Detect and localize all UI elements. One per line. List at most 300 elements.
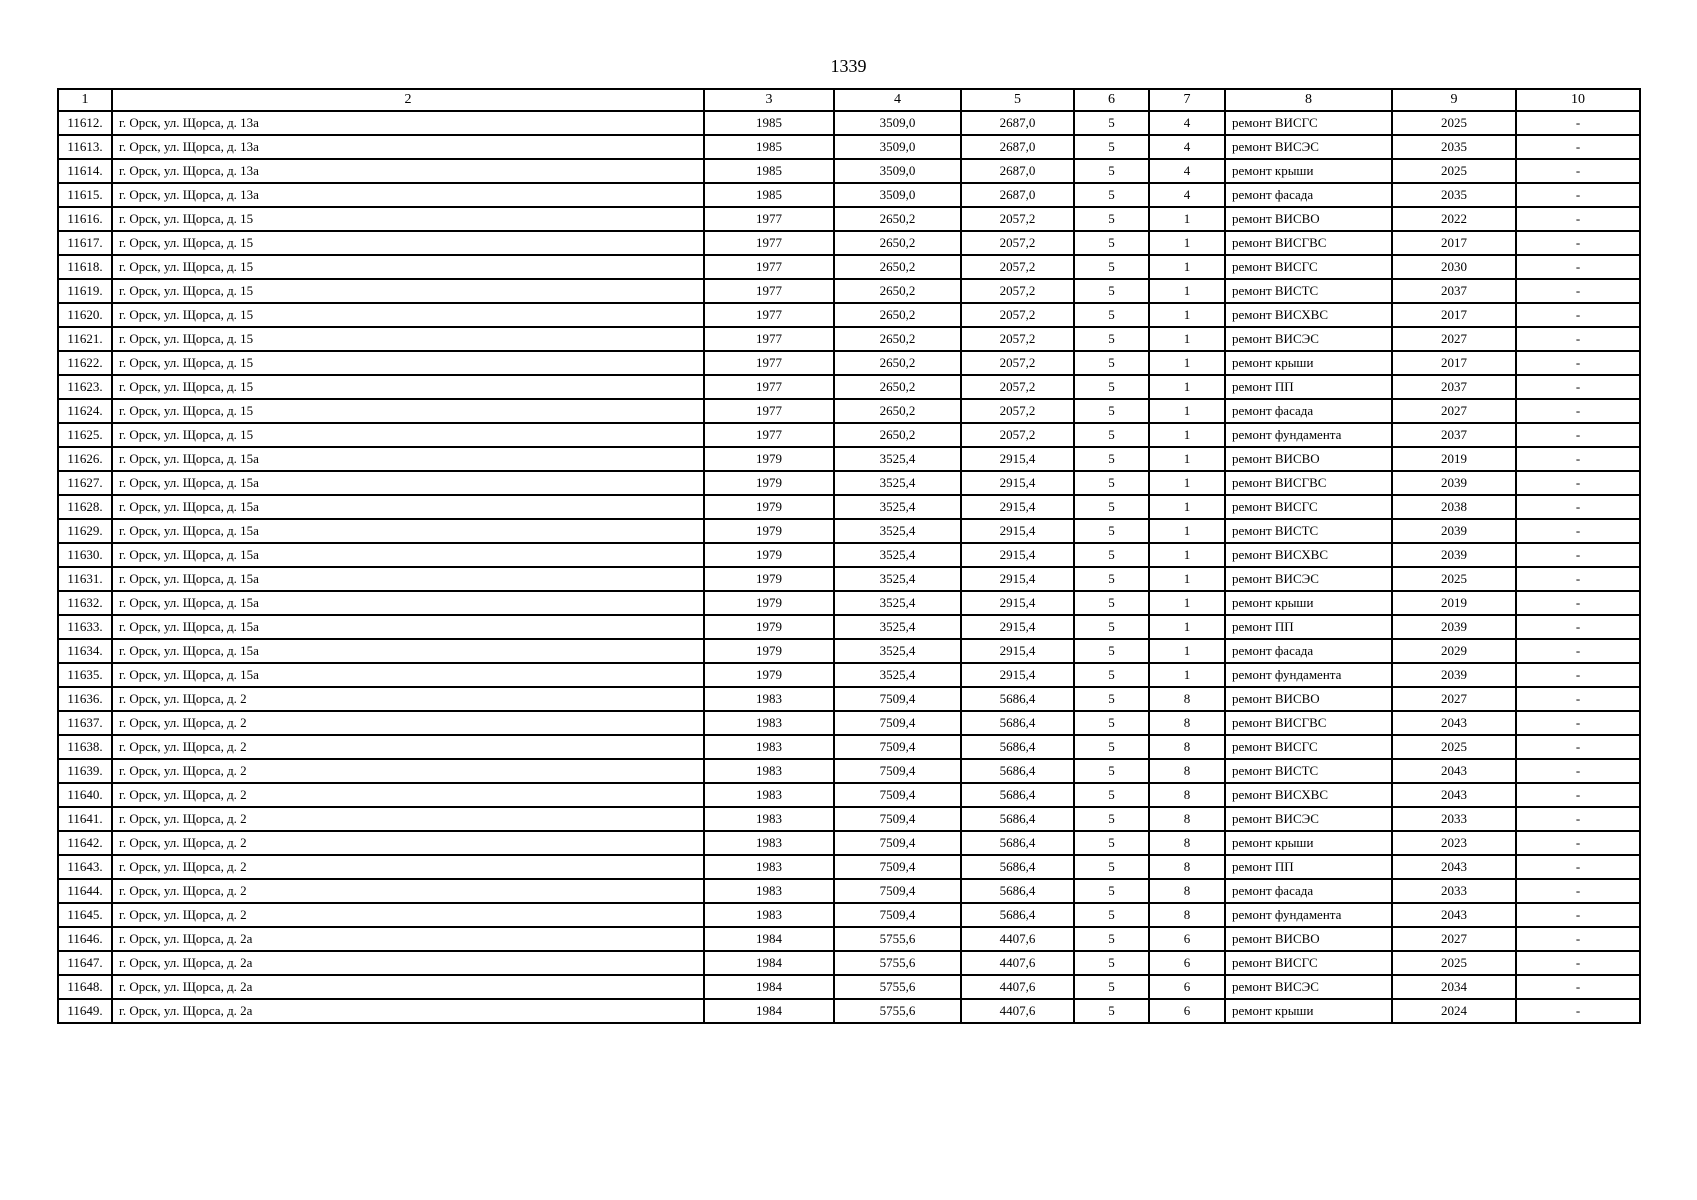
table-body: [58, 111, 1640, 1023]
work-type-cell: ремонт ПП: [1225, 375, 1392, 399]
row-number-cell: 11621.: [58, 327, 112, 351]
floors-cell: 5: [1074, 687, 1149, 711]
note-cell: -: [1516, 663, 1640, 687]
planned-year-cell: 2027: [1392, 687, 1516, 711]
floors-cell: 5: [1074, 327, 1149, 351]
year-cell: 1979: [704, 519, 834, 543]
year-cell: 1983: [704, 903, 834, 927]
living-area-cell: 2057,2: [961, 255, 1074, 279]
column-header: 10: [1516, 89, 1640, 111]
entrances-cell: 6: [1149, 975, 1225, 999]
address-cell: г. Орск, ул. Щорса, д. 15а: [112, 639, 704, 663]
column-header: 7: [1149, 89, 1225, 111]
entrances-cell: 4: [1149, 183, 1225, 207]
work-type-cell: ремонт крыши: [1225, 591, 1392, 615]
year-cell: 1983: [704, 831, 834, 855]
total-area-cell: 3525,4: [834, 615, 961, 639]
floors-cell: 5: [1074, 519, 1149, 543]
floors-cell: 5: [1074, 135, 1149, 159]
row-number-cell: 11649.: [58, 999, 112, 1023]
work-type-cell: ремонт ВИСГС: [1225, 111, 1392, 135]
total-area-cell: 7509,4: [834, 855, 961, 879]
entrances-cell: 8: [1149, 903, 1225, 927]
year-cell: 1979: [704, 567, 834, 591]
total-area-cell: 2650,2: [834, 231, 961, 255]
year-cell: 1984: [704, 951, 834, 975]
note-cell: -: [1516, 951, 1640, 975]
planned-year-cell: 2025: [1392, 951, 1516, 975]
row-number-cell: 11634.: [58, 639, 112, 663]
row-number-cell: 11641.: [58, 807, 112, 831]
row-number-cell: 11630.: [58, 543, 112, 567]
work-type-cell: ремонт фасада: [1225, 399, 1392, 423]
living-area-cell: 2915,4: [961, 663, 1074, 687]
floors-cell: 5: [1074, 231, 1149, 255]
total-area-cell: 7509,4: [834, 687, 961, 711]
floors-cell: 5: [1074, 855, 1149, 879]
table-row: [58, 135, 1640, 159]
note-cell: -: [1516, 255, 1640, 279]
total-area-cell: 3525,4: [834, 591, 961, 615]
year-cell: 1977: [704, 351, 834, 375]
floors-cell: 5: [1074, 663, 1149, 687]
total-area-cell: 3525,4: [834, 639, 961, 663]
work-type-cell: ремонт ВИСХВС: [1225, 303, 1392, 327]
work-type-cell: ремонт фасада: [1225, 879, 1392, 903]
work-type-cell: ремонт фундамента: [1225, 423, 1392, 447]
floors-cell: 5: [1074, 183, 1149, 207]
address-cell: г. Орск, ул. Щорса, д. 15: [112, 255, 704, 279]
column-header: 8: [1225, 89, 1392, 111]
entrances-cell: 1: [1149, 591, 1225, 615]
living-area-cell: 5686,4: [961, 759, 1074, 783]
table-row: [58, 255, 1640, 279]
planned-year-cell: 2034: [1392, 975, 1516, 999]
address-cell: г. Орск, ул. Щорса, д. 2: [112, 879, 704, 903]
total-area-cell: 3525,4: [834, 447, 961, 471]
total-area-cell: 3525,4: [834, 495, 961, 519]
work-type-cell: ремонт ВИСВО: [1225, 447, 1392, 471]
planned-year-cell: 2022: [1392, 207, 1516, 231]
living-area-cell: 5686,4: [961, 735, 1074, 759]
address-cell: г. Орск, ул. Щорса, д. 13а: [112, 135, 704, 159]
living-area-cell: 2057,2: [961, 231, 1074, 255]
planned-year-cell: 2037: [1392, 423, 1516, 447]
note-cell: -: [1516, 591, 1640, 615]
floors-cell: 5: [1074, 495, 1149, 519]
living-area-cell: 2915,4: [961, 543, 1074, 567]
year-cell: 1979: [704, 591, 834, 615]
note-cell: -: [1516, 447, 1640, 471]
row-number-cell: 11639.: [58, 759, 112, 783]
living-area-cell: 4407,6: [961, 999, 1074, 1023]
address-cell: г. Орск, ул. Щорса, д. 2: [112, 855, 704, 879]
entrances-cell: 8: [1149, 735, 1225, 759]
table-row: [58, 759, 1640, 783]
year-cell: 1983: [704, 735, 834, 759]
row-number-cell: 11642.: [58, 831, 112, 855]
note-cell: -: [1516, 399, 1640, 423]
note-cell: -: [1516, 735, 1640, 759]
address-cell: г. Орск, ул. Щорса, д. 15а: [112, 567, 704, 591]
address-cell: г. Орск, ул. Щорса, д. 13а: [112, 183, 704, 207]
living-area-cell: 5686,4: [961, 807, 1074, 831]
note-cell: -: [1516, 807, 1640, 831]
planned-year-cell: 2025: [1392, 111, 1516, 135]
living-area-cell: 2687,0: [961, 111, 1074, 135]
entrances-cell: 1: [1149, 207, 1225, 231]
address-cell: г. Орск, ул. Щорса, д. 15: [112, 375, 704, 399]
work-type-cell: ремонт ВИСГС: [1225, 735, 1392, 759]
floors-cell: 5: [1074, 375, 1149, 399]
table-row: [58, 807, 1640, 831]
table-row: [58, 663, 1640, 687]
table-row: [58, 303, 1640, 327]
row-number-cell: 11648.: [58, 975, 112, 999]
total-area-cell: 7509,4: [834, 879, 961, 903]
total-area-cell: 5755,6: [834, 927, 961, 951]
address-cell: г. Орск, ул. Щорса, д. 2: [112, 687, 704, 711]
address-cell: г. Орск, ул. Щорса, д. 2: [112, 903, 704, 927]
year-cell: 1979: [704, 615, 834, 639]
floors-cell: 5: [1074, 759, 1149, 783]
living-area-cell: 4407,6: [961, 975, 1074, 999]
column-header: 6: [1074, 89, 1149, 111]
address-cell: г. Орск, ул. Щорса, д. 2: [112, 831, 704, 855]
planned-year-cell: 2035: [1392, 183, 1516, 207]
planned-year-cell: 2037: [1392, 375, 1516, 399]
note-cell: -: [1516, 855, 1640, 879]
living-area-cell: 2915,4: [961, 615, 1074, 639]
planned-year-cell: 2017: [1392, 231, 1516, 255]
column-header: 5: [961, 89, 1074, 111]
year-cell: 1979: [704, 663, 834, 687]
planned-year-cell: 2035: [1392, 135, 1516, 159]
address-cell: г. Орск, ул. Щорса, д. 13а: [112, 159, 704, 183]
repair-schedule-table: [57, 88, 1641, 1024]
floors-cell: 5: [1074, 351, 1149, 375]
work-type-cell: ремонт фундамента: [1225, 903, 1392, 927]
living-area-cell: 2915,4: [961, 591, 1074, 615]
work-type-cell: ремонт крыши: [1225, 159, 1392, 183]
address-cell: г. Орск, ул. Щорса, д. 2: [112, 735, 704, 759]
table-row: [58, 591, 1640, 615]
work-type-cell: ремонт ВИСВО: [1225, 927, 1392, 951]
entrances-cell: 1: [1149, 543, 1225, 567]
planned-year-cell: 2027: [1392, 327, 1516, 351]
entrances-cell: 1: [1149, 615, 1225, 639]
entrances-cell: 4: [1149, 111, 1225, 135]
address-cell: г. Орск, ул. Щорса, д. 15: [112, 327, 704, 351]
living-area-cell: 5686,4: [961, 711, 1074, 735]
table-row: [58, 615, 1640, 639]
address-cell: г. Орск, ул. Щорса, д. 2: [112, 711, 704, 735]
row-number-cell: 11637.: [58, 711, 112, 735]
total-area-cell: 2650,2: [834, 255, 961, 279]
planned-year-cell: 2033: [1392, 879, 1516, 903]
total-area-cell: 3525,4: [834, 663, 961, 687]
row-number-cell: 11631.: [58, 567, 112, 591]
work-type-cell: ремонт ВИСТС: [1225, 519, 1392, 543]
row-number-cell: 11632.: [58, 591, 112, 615]
work-type-cell: ремонт ВИСЭС: [1225, 975, 1392, 999]
note-cell: -: [1516, 471, 1640, 495]
year-cell: 1979: [704, 543, 834, 567]
note-cell: -: [1516, 615, 1640, 639]
column-header: 4: [834, 89, 961, 111]
row-number-cell: 11625.: [58, 423, 112, 447]
note-cell: -: [1516, 975, 1640, 999]
table-row: [58, 687, 1640, 711]
planned-year-cell: 2027: [1392, 927, 1516, 951]
row-number-cell: 11617.: [58, 231, 112, 255]
row-number-cell: 11626.: [58, 447, 112, 471]
note-cell: -: [1516, 375, 1640, 399]
total-area-cell: 5755,6: [834, 999, 961, 1023]
work-type-cell: ремонт ВИСГС: [1225, 951, 1392, 975]
address-cell: г. Орск, ул. Щорса, д. 15а: [112, 663, 704, 687]
floors-cell: 5: [1074, 927, 1149, 951]
living-area-cell: 5686,4: [961, 687, 1074, 711]
year-cell: 1985: [704, 135, 834, 159]
row-number-cell: 11633.: [58, 615, 112, 639]
work-type-cell: ремонт крыши: [1225, 831, 1392, 855]
year-cell: 1979: [704, 471, 834, 495]
address-cell: г. Орск, ул. Щорса, д. 15: [112, 279, 704, 303]
entrances-cell: 8: [1149, 783, 1225, 807]
row-number-cell: 11619.: [58, 279, 112, 303]
table-row: [58, 951, 1640, 975]
living-area-cell: 2057,2: [961, 399, 1074, 423]
row-number-cell: 11646.: [58, 927, 112, 951]
table-row: [58, 231, 1640, 255]
address-cell: г. Орск, ул. Щорса, д. 15а: [112, 591, 704, 615]
year-cell: 1984: [704, 927, 834, 951]
table-row: [58, 999, 1640, 1023]
floors-cell: 5: [1074, 279, 1149, 303]
table-row: [58, 903, 1640, 927]
planned-year-cell: 2025: [1392, 735, 1516, 759]
entrances-cell: 1: [1149, 279, 1225, 303]
floors-cell: 5: [1074, 303, 1149, 327]
entrances-cell: 1: [1149, 303, 1225, 327]
floors-cell: 5: [1074, 951, 1149, 975]
entrances-cell: 6: [1149, 999, 1225, 1023]
address-cell: г. Орск, ул. Щорса, д. 2: [112, 759, 704, 783]
entrances-cell: 1: [1149, 663, 1225, 687]
address-cell: г. Орск, ул. Щорса, д. 15а: [112, 543, 704, 567]
note-cell: -: [1516, 687, 1640, 711]
work-type-cell: ремонт ВИСЭС: [1225, 567, 1392, 591]
year-cell: 1985: [704, 111, 834, 135]
note-cell: -: [1516, 303, 1640, 327]
address-cell: г. Орск, ул. Щорса, д. 2а: [112, 975, 704, 999]
year-cell: 1983: [704, 807, 834, 831]
address-cell: г. Орск, ул. Щорса, д. 2а: [112, 951, 704, 975]
column-number-row: [58, 89, 1640, 111]
living-area-cell: 2057,2: [961, 279, 1074, 303]
table-row: [58, 375, 1640, 399]
table-row: [58, 543, 1640, 567]
work-type-cell: ремонт ВИСХВС: [1225, 543, 1392, 567]
work-type-cell: ремонт ВИСХВС: [1225, 783, 1392, 807]
table-row: [58, 183, 1640, 207]
page-number: 1339: [830, 56, 867, 76]
row-number-cell: 11644.: [58, 879, 112, 903]
year-cell: 1977: [704, 375, 834, 399]
entrances-cell: 6: [1149, 951, 1225, 975]
address-cell: г. Орск, ул. Щорса, д. 2а: [112, 927, 704, 951]
floors-cell: 5: [1074, 447, 1149, 471]
floors-cell: 5: [1074, 735, 1149, 759]
living-area-cell: 5686,4: [961, 831, 1074, 855]
address-cell: г. Орск, ул. Щорса, д. 2а: [112, 999, 704, 1023]
living-area-cell: 5686,4: [961, 855, 1074, 879]
note-cell: -: [1516, 135, 1640, 159]
living-area-cell: 2915,4: [961, 447, 1074, 471]
planned-year-cell: 2027: [1392, 399, 1516, 423]
floors-cell: 5: [1074, 207, 1149, 231]
living-area-cell: 2687,0: [961, 135, 1074, 159]
total-area-cell: 2650,2: [834, 327, 961, 351]
note-cell: -: [1516, 231, 1640, 255]
living-area-cell: 2915,4: [961, 471, 1074, 495]
living-area-cell: 2915,4: [961, 567, 1074, 591]
row-number-cell: 11640.: [58, 783, 112, 807]
total-area-cell: 7509,4: [834, 783, 961, 807]
planned-year-cell: 2043: [1392, 903, 1516, 927]
floors-cell: 5: [1074, 975, 1149, 999]
work-type-cell: ремонт ВИСВО: [1225, 207, 1392, 231]
year-cell: 1985: [704, 159, 834, 183]
year-cell: 1977: [704, 279, 834, 303]
total-area-cell: 3509,0: [834, 159, 961, 183]
table-row: [58, 159, 1640, 183]
entrances-cell: 1: [1149, 423, 1225, 447]
floors-cell: 5: [1074, 879, 1149, 903]
total-area-cell: 7509,4: [834, 759, 961, 783]
planned-year-cell: 2023: [1392, 831, 1516, 855]
total-area-cell: 3509,0: [834, 135, 961, 159]
year-cell: 1983: [704, 855, 834, 879]
planned-year-cell: 2017: [1392, 351, 1516, 375]
entrances-cell: 1: [1149, 567, 1225, 591]
table-row: [58, 279, 1640, 303]
living-area-cell: 2687,0: [961, 183, 1074, 207]
total-area-cell: 3525,4: [834, 543, 961, 567]
total-area-cell: 7509,4: [834, 831, 961, 855]
row-number-cell: 11628.: [58, 495, 112, 519]
note-cell: -: [1516, 639, 1640, 663]
floors-cell: 5: [1074, 255, 1149, 279]
address-cell: г. Орск, ул. Щорса, д. 13а: [112, 111, 704, 135]
year-cell: 1977: [704, 399, 834, 423]
living-area-cell: 5686,4: [961, 783, 1074, 807]
note-cell: -: [1516, 903, 1640, 927]
address-cell: г. Орск, ул. Щорса, д. 15а: [112, 471, 704, 495]
entrances-cell: 1: [1149, 639, 1225, 663]
planned-year-cell: 2039: [1392, 471, 1516, 495]
floors-cell: 5: [1074, 159, 1149, 183]
work-type-cell: ремонт ВИСТС: [1225, 279, 1392, 303]
year-cell: 1983: [704, 687, 834, 711]
planned-year-cell: 2043: [1392, 855, 1516, 879]
year-cell: 1979: [704, 639, 834, 663]
floors-cell: 5: [1074, 567, 1149, 591]
work-type-cell: ремонт крыши: [1225, 999, 1392, 1023]
total-area-cell: 2650,2: [834, 399, 961, 423]
table-row: [58, 735, 1640, 759]
table-row: [58, 783, 1640, 807]
total-area-cell: 5755,6: [834, 951, 961, 975]
entrances-cell: 8: [1149, 855, 1225, 879]
row-number-cell: 11638.: [58, 735, 112, 759]
total-area-cell: 3525,4: [834, 471, 961, 495]
note-cell: -: [1516, 567, 1640, 591]
year-cell: 1985: [704, 183, 834, 207]
table-row: [58, 351, 1640, 375]
year-cell: 1983: [704, 711, 834, 735]
row-number-cell: 11616.: [58, 207, 112, 231]
entrances-cell: 1: [1149, 255, 1225, 279]
table-row: [58, 975, 1640, 999]
total-area-cell: 3509,0: [834, 183, 961, 207]
planned-year-cell: 2037: [1392, 279, 1516, 303]
total-area-cell: 2650,2: [834, 351, 961, 375]
row-number-cell: 11615.: [58, 183, 112, 207]
floors-cell: 5: [1074, 543, 1149, 567]
address-cell: г. Орск, ул. Щорса, д. 15: [112, 351, 704, 375]
address-cell: г. Орск, ул. Щорса, д. 15: [112, 399, 704, 423]
note-cell: -: [1516, 927, 1640, 951]
table-row: [58, 399, 1640, 423]
total-area-cell: 7509,4: [834, 903, 961, 927]
planned-year-cell: 2039: [1392, 615, 1516, 639]
planned-year-cell: 2019: [1392, 447, 1516, 471]
total-area-cell: 7509,4: [834, 735, 961, 759]
note-cell: -: [1516, 423, 1640, 447]
address-cell: г. Орск, ул. Щорса, д. 15: [112, 231, 704, 255]
entrances-cell: 1: [1149, 327, 1225, 351]
entrances-cell: 1: [1149, 471, 1225, 495]
work-type-cell: ремонт ВИСГВС: [1225, 471, 1392, 495]
work-type-cell: ремонт фасада: [1225, 639, 1392, 663]
living-area-cell: 5686,4: [961, 879, 1074, 903]
work-type-cell: ремонт ПП: [1225, 615, 1392, 639]
floors-cell: 5: [1074, 783, 1149, 807]
entrances-cell: 8: [1149, 831, 1225, 855]
entrances-cell: 1: [1149, 447, 1225, 471]
address-cell: г. Орск, ул. Щорса, д. 15: [112, 207, 704, 231]
year-cell: 1977: [704, 327, 834, 351]
note-cell: -: [1516, 711, 1640, 735]
entrances-cell: 8: [1149, 759, 1225, 783]
year-cell: 1977: [704, 423, 834, 447]
address-cell: г. Орск, ул. Щорса, д. 15а: [112, 519, 704, 543]
floors-cell: 5: [1074, 711, 1149, 735]
year-cell: 1983: [704, 879, 834, 903]
work-type-cell: ремонт ВИСГС: [1225, 495, 1392, 519]
row-number-cell: 11623.: [58, 375, 112, 399]
living-area-cell: 2057,2: [961, 303, 1074, 327]
floors-cell: 5: [1074, 591, 1149, 615]
row-number-cell: 11636.: [58, 687, 112, 711]
year-cell: 1983: [704, 759, 834, 783]
total-area-cell: 5755,6: [834, 975, 961, 999]
table-row: [58, 495, 1640, 519]
note-cell: -: [1516, 759, 1640, 783]
living-area-cell: 2057,2: [961, 351, 1074, 375]
